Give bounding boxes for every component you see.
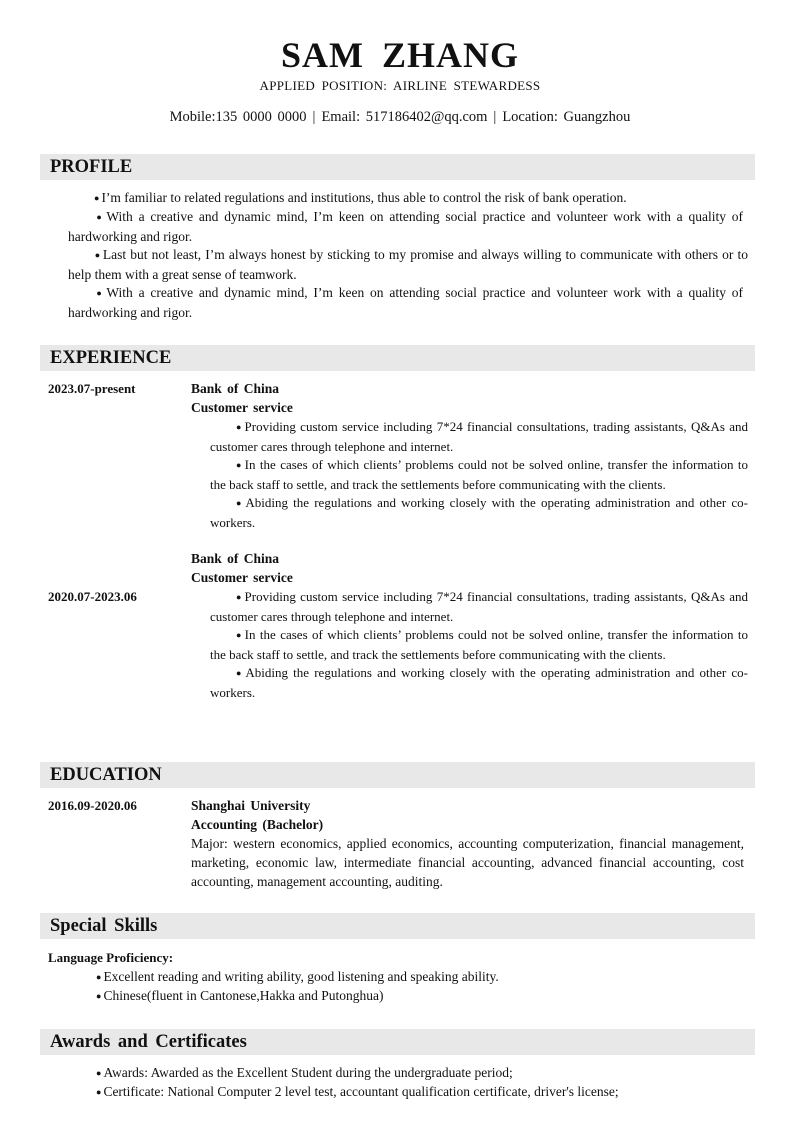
job-role: Customer service	[191, 570, 293, 585]
profile-item: ● With a creative and dynamic mind, I’m keen on attending social practice and volunteer work with a quality of hardworking and rigor.	[68, 209, 743, 244]
bullet-icon: ●	[96, 991, 102, 1001]
job-bullet: ● Providing custom service including 7*24 financial consultations, trading assistants, Q&As and customer cares through telephone and internet.	[210, 419, 749, 454]
bullet-icon: ●	[236, 422, 243, 432]
location: Location: Guangzhou	[502, 109, 631, 125]
job-bullet: ● Abiding the regulations and working closely with the operating administration and other co-workers.	[210, 495, 748, 530]
job-org: Bank of China	[191, 551, 280, 566]
award-item: ● Awards: Awarded as the Excellent Student during the undergraduate period;	[96, 1065, 513, 1080]
contact-line	[0, 108, 800, 126]
section-title: Awards and Certificates	[50, 1032, 247, 1052]
mobile: Mobile:135 0000 0000	[169, 109, 307, 125]
job-bullet: ● In the cases of which clients’ problems could not be solved online, transfer the information to the back staff to settle, and track the settlements before communicating with the clients.	[210, 457, 749, 492]
bullet-icon: ●	[96, 1087, 102, 1097]
skill-item: ● Excellent reading and writing ability, good listening and speaking ability.	[96, 969, 499, 984]
job-role: Customer service	[191, 400, 293, 415]
section-header-education	[40, 762, 755, 788]
profile-item: ● With a creative and dynamic mind, I’m keen on attending social practice and volunteer work with a quality of hardworking and rigor.	[68, 285, 743, 320]
bullet-icon: ●	[96, 1068, 102, 1078]
bullet-icon: ●	[94, 250, 101, 260]
bullet-icon: ●	[236, 460, 243, 470]
bullet-icon: ●	[96, 972, 102, 982]
separator: |	[312, 109, 316, 125]
separator: |	[493, 109, 497, 125]
section-header-skills	[40, 913, 755, 939]
profile-item: ● I’m familiar to related regulations and institutions, thus able to control the risk of bank operation.	[94, 190, 627, 205]
section-title: PROFILE	[50, 157, 133, 177]
bullet-icon: ●	[236, 668, 244, 678]
skill-item: ● Chinese(fluent in Cantonese,Hakka and Putonghua)	[96, 988, 384, 1003]
section-header-profile	[40, 154, 755, 180]
email: Email: 517186402@qq.com	[321, 109, 488, 125]
job-bullet: ● Providing custom service including 7*24 financial consultations, trading assistants, Q&As and customer cares through telephone and internet.	[210, 589, 749, 624]
section-title: EDUCATION	[50, 765, 162, 785]
edu-date: 2016.09-2020.06	[48, 798, 137, 813]
section-title: EXPERIENCE	[50, 348, 172, 368]
candidate-name: SAM ZHANG	[280, 35, 519, 75]
job-org: Bank of China	[191, 381, 280, 396]
bullet-icon: ●	[236, 630, 243, 640]
job-date: 2023.07-present	[48, 381, 136, 396]
edu-major: Major: western economics, applied economics, accounting computerization, financial management, marketing, economic law, intermediate financial accounting, advanced financial accounting, cost accounting, management accounting, auditing.	[191, 836, 744, 889]
edu-school: Shanghai University	[191, 798, 311, 813]
bullet-icon: ●	[236, 498, 244, 508]
edu-degree: Accounting (Bachelor)	[191, 817, 324, 832]
profile-item: ● Last but not least, I’m always honest by sticking to my promise and always willing to communicate with others or to help them with a great sense of teamwork.	[68, 247, 748, 282]
bullet-icon: ●	[236, 592, 243, 602]
bullet-icon: ●	[94, 193, 100, 203]
job-bullet: ● Abiding the regulations and working closely with the operating administration and other co-workers.	[210, 665, 748, 700]
job-bullet: ● In the cases of which clients’ problems could not be solved online, transfer the information to the back staff to settle, and track the settlements before communicating with the clients.	[210, 627, 749, 662]
bullet-icon: ●	[94, 288, 105, 298]
section-header-awards	[40, 1029, 755, 1055]
job-date: 2020.07-2023.06	[48, 589, 137, 604]
section-title: Special Skills	[50, 916, 158, 936]
award-item: ● Certificate: National Computer 2 level test, accountant qualification certificate, driver's license;	[96, 1084, 619, 1099]
applied-position: APPLIED POSITION: AIRLINE STEWARDESS	[259, 78, 541, 93]
section-header-experience	[40, 345, 755, 371]
bullet-icon: ●	[94, 212, 105, 222]
skill-heading: Language Proficiency:	[48, 950, 174, 965]
